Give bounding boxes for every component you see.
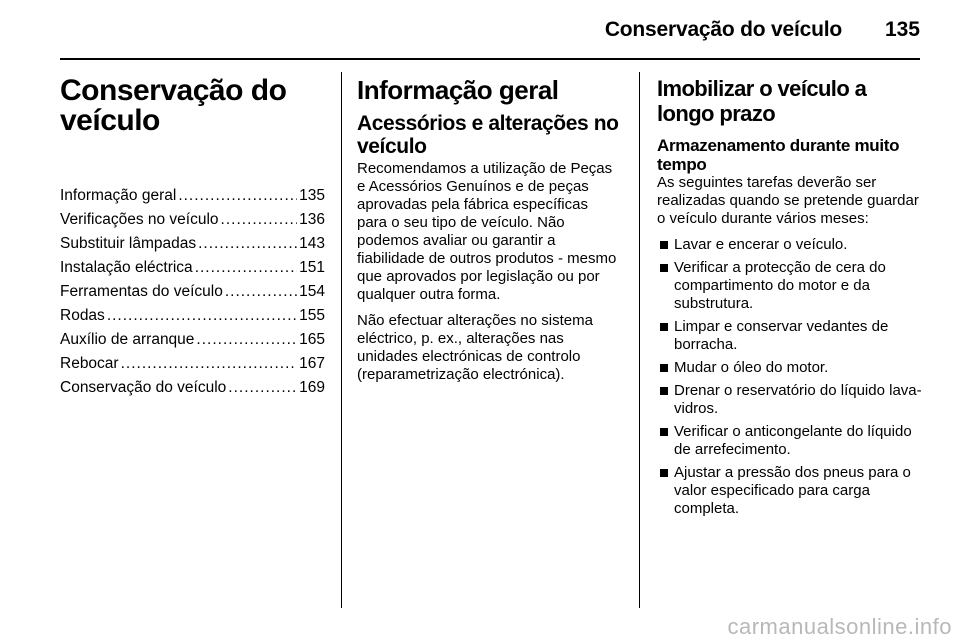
bullet-square-icon (660, 241, 668, 249)
list-item (657, 382, 925, 418)
column-toc (60, 76, 325, 400)
toc-label: Instalação eléctrica (60, 259, 193, 276)
table-of-contents (60, 184, 325, 400)
toc-page: 155 (299, 307, 325, 324)
column-general-info (357, 76, 622, 392)
bullet-square-icon (660, 264, 668, 272)
toc-entry[interactable] (60, 328, 325, 352)
intro-paragraph: As seguintes tarefas deverão ser realizadas quando se pretende guardar o veículo durante vários meses: (657, 174, 919, 227)
list-item (657, 259, 925, 313)
paragraph: Não efectuar alterações no sistema eléctrico, p. ex., alterações nas unidades electrónicas de controlo (reparametrização electrónica). (357, 312, 593, 383)
toc-entry[interactable] (60, 208, 325, 232)
toc-label: Auxílio de arranque (60, 331, 195, 348)
bullet-square-icon (660, 323, 668, 331)
toc-entry[interactable] (60, 232, 325, 256)
bullet-square-icon (660, 428, 668, 436)
toc-entry[interactable] (60, 280, 325, 304)
list-item-text: Ajustar a pressão dos pneus para o valor especificado para carga completa. (674, 464, 911, 517)
list-item-text: Verificar a protecção de cera do compartimento do motor e da substrutura. (674, 259, 886, 312)
list-item-text: Lavar e encerar o veículo. (674, 236, 848, 253)
section-title: Imobilizar o veículo a longo prazo (657, 76, 867, 126)
toc-label: Conservação do veículo (60, 379, 227, 396)
toc-entry[interactable] (60, 376, 325, 400)
list-item-text: Drenar o reservatório do líquido lava-vidros. (674, 382, 922, 417)
toc-label: Ferramentas do veículo (60, 283, 223, 300)
list-item (657, 236, 925, 254)
toc-page: 143 (299, 235, 325, 252)
toc-label: Rebocar (60, 355, 119, 372)
toc-label: Informação geral (60, 187, 177, 204)
column-storage (657, 76, 925, 523)
bullet-square-icon (660, 364, 668, 372)
watermark: carmanualsonline.info (727, 614, 952, 639)
toc-label: Rodas (60, 307, 105, 324)
bullet-square-icon (660, 387, 668, 395)
subsection-title: Acessórios e alterações no veículo (357, 112, 619, 158)
toc-label: Verificações no veículo (60, 211, 219, 228)
column-divider-2 (639, 72, 640, 608)
chapter-title: Conservação do veículo (60, 74, 287, 137)
toc-page: 165 (299, 331, 325, 348)
list-item-text: Mudar o óleo do motor. (674, 359, 829, 376)
header-title: Conservação do veículo (604, 18, 842, 41)
list-item (657, 318, 925, 354)
toc-page: 154 (299, 283, 325, 300)
toc-page: 167 (299, 355, 325, 372)
toc-entry[interactable] (60, 184, 325, 208)
toc-page: 169 (299, 379, 325, 396)
paragraph: Recomendamos a utilização de Peças e Acessórios Genuínos e de peças aprovadas pela fábrica específicas para o seu tipo de veículo. Não podemos avaliar ou garantir a fiabilidade de outros produtos - mesmo que aprovados por legislação ou por qualquer outra forma. (357, 160, 617, 303)
page-number: 135 (884, 18, 920, 41)
toc-page: 151 (299, 259, 325, 276)
list-item-text: Verificar o anticongelante do líquido de arrefecimento. (674, 423, 912, 458)
list-item (657, 464, 925, 518)
toc-page: 135 (299, 187, 325, 204)
section-title: Informação geral (357, 75, 559, 105)
bullet-square-icon (660, 469, 668, 477)
list-item (657, 359, 925, 377)
subsection-title: Armazenamento durante muito tempo (657, 136, 900, 174)
task-list (657, 236, 925, 518)
toc-page: 136 (299, 211, 325, 228)
page-header (60, 14, 920, 54)
toc-entry[interactable] (60, 304, 325, 328)
toc-label: Substituir lâmpadas (60, 235, 197, 252)
toc-entry[interactable] (60, 256, 325, 280)
list-item-text: Limpar e conservar vedantes de borracha. (674, 318, 889, 353)
list-item (657, 423, 925, 459)
column-divider-1 (341, 72, 342, 608)
toc-entry[interactable] (60, 352, 325, 376)
header-rule (60, 58, 920, 60)
